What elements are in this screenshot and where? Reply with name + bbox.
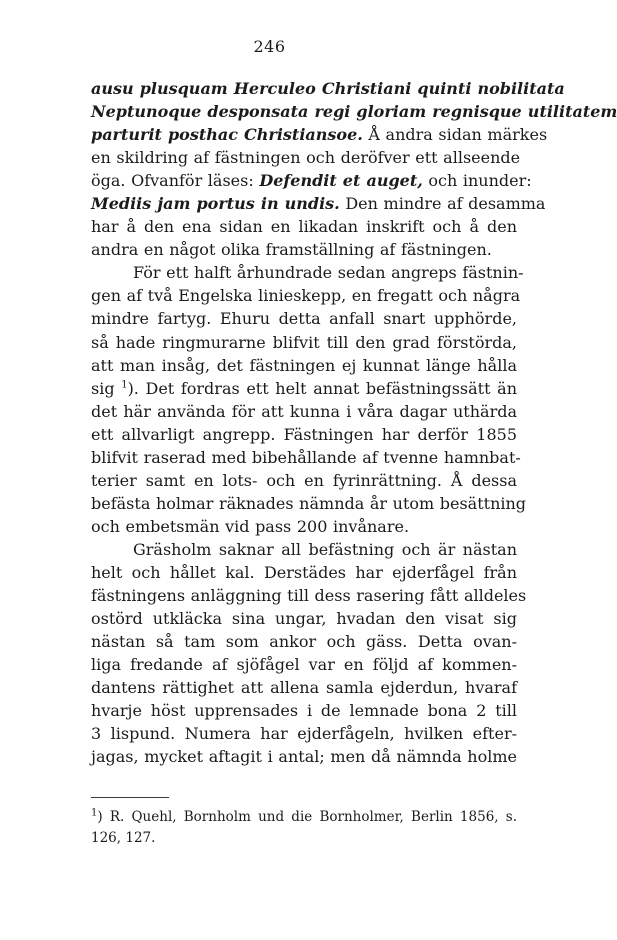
text-line: dantens rättighet att allena samla ejderdun, hvaraf xyxy=(91,678,517,698)
text-line xyxy=(91,192,546,215)
latin-motto: Defendit et auget, xyxy=(259,171,423,191)
text-line: hvarje höst upprensades i de lemnade bona 2 till xyxy=(91,701,517,721)
text-line: mindre fartyg. Ehuru detta anfall snart upphörde, xyxy=(91,309,517,329)
footnote-divider xyxy=(91,797,169,798)
text-run: öga. Ofvanför läses: xyxy=(91,171,260,191)
text-line: ostörd utkläcka sina ungar, hvadan den visat sig xyxy=(91,609,517,629)
page-number: 246 xyxy=(253,37,286,56)
text-line: en skildring af fästningen och deröfver ett allseende xyxy=(91,148,521,168)
text-line: befästa holmar räknades nämnda år utom besättning xyxy=(91,493,527,513)
footnote-line: 126, 127. xyxy=(91,830,156,846)
text-line xyxy=(91,169,532,192)
text-line: fästningens anläggning till dess rasering fått alldeles xyxy=(91,586,527,606)
text-line: har å den ena sidan en likadan inskrift och å den xyxy=(91,217,517,237)
footnote-marker: 1 xyxy=(91,807,98,819)
text-line xyxy=(91,377,517,400)
text-line: liga fredande af sjöfågel var en följd af kommen- xyxy=(91,655,517,675)
text-line: det här använda för att kunna i våra dagar uthärda xyxy=(91,401,517,421)
text-line: blifvit raserad med bibehållande af tvenne hamnbat- xyxy=(91,447,521,467)
text-line: ausu plusquam Herculeo Christiani quinti nobilitata xyxy=(91,79,565,98)
text-line: helt och hållet kal. Derstädes har ejderfågel från xyxy=(91,562,517,582)
text-line xyxy=(91,123,548,146)
text-run: Den mindre af desamma xyxy=(339,194,546,214)
footnote-text: ) R. Quehl, Bornholm und die Bornholmer, Berlin 1856, s. xyxy=(97,809,517,825)
text-line: och embetsmän vid pass 200 invånare. xyxy=(91,516,410,536)
latin-motto: Mediis jam portus in undis. xyxy=(91,194,340,214)
text-line: 3 lispund. Numera har ejderfågeln, hvilken efter- xyxy=(91,724,517,744)
text-line: terier samt en lots- och en fyrinrättning. Å dessa xyxy=(91,470,517,490)
text-line: jagas, mycket aftagit i antal; men då nämnda holme xyxy=(91,747,517,767)
text-run: sig xyxy=(91,378,122,398)
text-line: andra en något olika framställning af fästningen. xyxy=(91,240,492,260)
text-line: Neptunoque desponsata regi gloriam regnisque utilitatem xyxy=(91,102,617,122)
paragraph-start: Gräsholm saknar all befästning och är nästan xyxy=(133,539,517,559)
footnotes xyxy=(91,807,517,849)
text-line: nästan så tam som ankor och gäss. Detta ovan- xyxy=(91,632,517,652)
text-line: så hade ringmurarne blifvit till den grad förstörda, xyxy=(91,332,517,352)
text-line: gen af två Engelska linieskepp, en fregatt och några xyxy=(91,286,521,306)
footnote-line xyxy=(91,807,517,828)
text-line: att man insåg, det fästningen ej kunnat länge hålla xyxy=(91,355,517,375)
text-run: och inunder: xyxy=(422,171,532,191)
body-text xyxy=(91,77,617,768)
text-line: ett allvarligt angrepp. Fästningen har derför 1855 xyxy=(91,424,517,444)
footnote-reference: 1 xyxy=(121,379,128,391)
text-run: Å andra sidan märkes xyxy=(362,125,548,145)
text-run: ). Det fordras ett helt annat befästningssätt än xyxy=(127,378,517,398)
latin-inscription: parturit posthac Christiansoe. xyxy=(91,125,363,145)
paragraph-start: För ett halft århundrade sedan angreps fästnin- xyxy=(133,263,524,283)
